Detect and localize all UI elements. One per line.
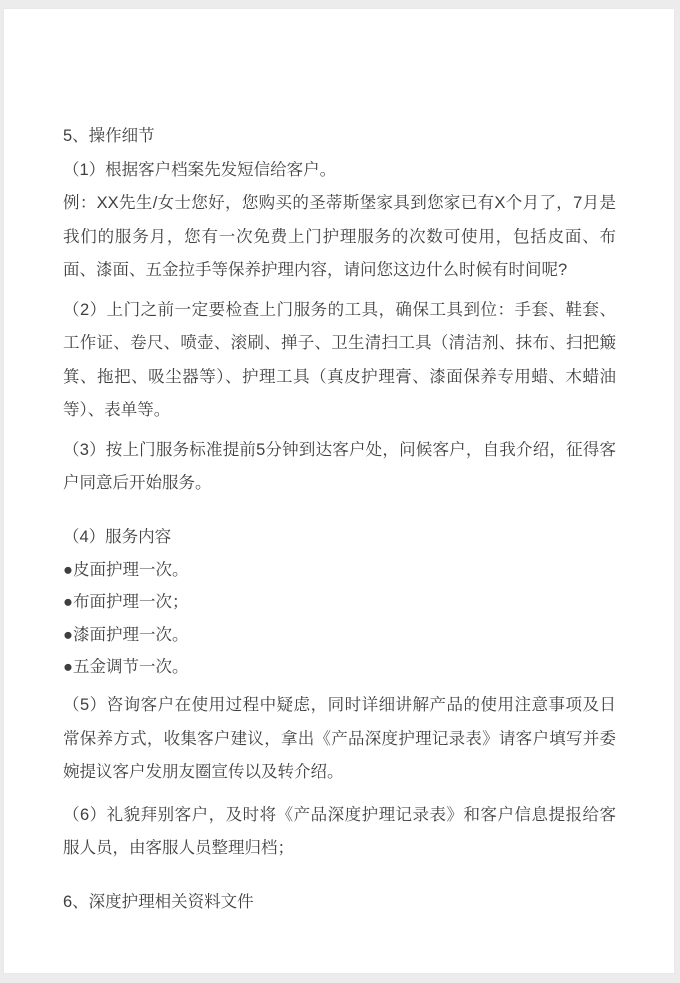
- item-4-title: （4）服务内容: [63, 527, 172, 546]
- item-6-paragraph: （6）礼貌拜别客户，及时将《产品深度护理记录表》和客户信息提报给客服人员，由客服人员整理归档；: [63, 805, 616, 858]
- item-1-title: （1）根据客户档案先发短信给客户。: [63, 160, 337, 179]
- list-item-paint-care: ●漆面护理一次。: [63, 625, 189, 644]
- list-item-leather-care: ●皮面护理一次。: [63, 561, 189, 579]
- section-5-heading: 5、操作细节: [63, 127, 155, 145]
- document-content: [4, 9, 674, 919]
- list-item-hardware-adjust: ●五金调节一次。: [63, 657, 189, 676]
- item-5-paragraph: （5）咨询客户在使用过程中疑虑，同时详细讲解产品的使用注意事项及日常保养方式，收集客户建议，拿出《产品深度护理记录表》请客户填写并委婉提议客户发朋友圈宣传以及转介绍。: [63, 696, 616, 782]
- item-3-paragraph: （3）按上门服务标准提前5分钟到达客户处，问候客户，自我介绍，征得客户同意后开始服务。: [63, 440, 616, 492]
- service-content-list: [63, 554, 616, 683]
- item-2-paragraph: （2）上门之前一定要检查上门服务的工具，确保工具到位：手套、鞋套、工作证、卷尺、喷壶、滚刷、掸子、卫生清扫工具（清洁剂、抹布、扫把簸箕、拖把、吸尘器等）、护理工具（真皮护理膏、漆面保养专用蜡、木蜡油等）、表单等。: [63, 300, 616, 419]
- section-6-heading: 6、深度护理相关资料文件: [63, 892, 254, 911]
- item-1-example: 例：XX先生/女士您好，您购买的圣蒂斯堡家具到您家已有X个月了，7月是我们的服务月，您有一次免费上门护理服务的次数可使用，包括皮面、布面、漆面、五金拉手等保养护理内容，请问您这边什么时候有时间呢?: [63, 194, 616, 279]
- list-item-fabric-care: ●布面护理一次；: [63, 593, 189, 612]
- document-page: [4, 9, 674, 973]
